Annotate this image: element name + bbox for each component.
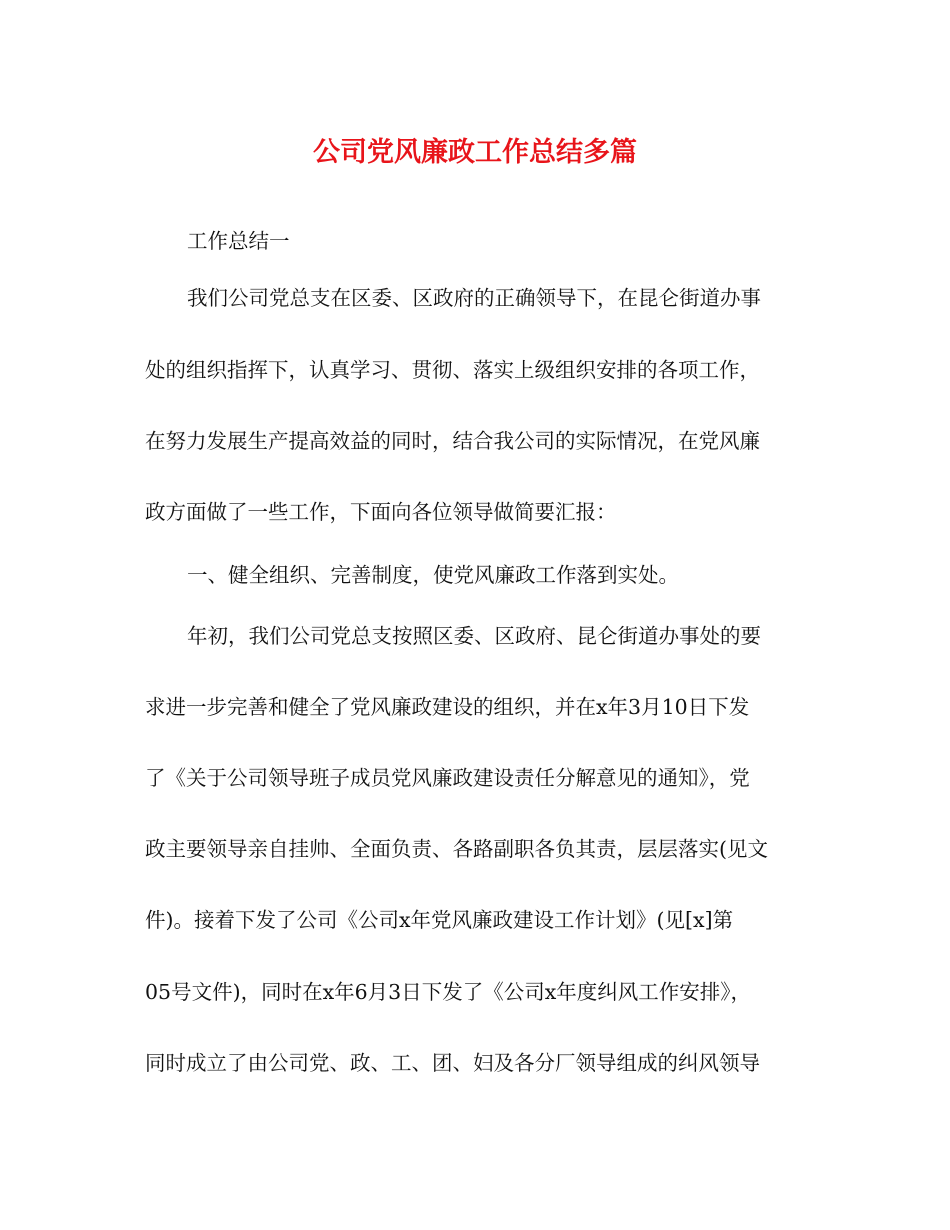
paragraph-line-2: 我们公司党总支在区委、区政府的正确领导下，在昆仑街道办事	[187, 286, 761, 310]
paragraph-line-5: 政方面做了一些工作，下面向各位领导做简要汇报：	[145, 500, 617, 524]
section-heading-1: 一、健全组织、完善制度，使党风廉政工作落到实处。	[187, 563, 679, 587]
document-title: 公司党风廉政工作总结多篇	[313, 137, 637, 168]
paragraph-line-6: 年初，我们公司党总支按照区委、区政府、昆仑街道办事处的要	[187, 624, 761, 648]
paragraph-line-7: 求进一步完善和健全了党风廉政建设的组织，并在x年3月10日下发	[145, 695, 750, 719]
paragraph-line-10: 件)。接着下发了公司《公司x年党风廉政建设工作计划》(见[x]第	[145, 908, 734, 932]
paragraph-line-1: 工作总结一	[187, 229, 290, 253]
paragraph-line-11: 05号文件)，同时在x年6月3日下发了《公司x年度纠风工作安排》，	[145, 980, 752, 1004]
paragraph-line-8: 了《关于公司领导班子成员党风廉政建设责任分解意见的通知》，党	[145, 766, 750, 790]
paragraph-line-12: 同时成立了由公司党、政、工、团、妇及各分厂领导组成的纠风领导	[145, 1051, 760, 1075]
paragraph-line-9: 政主要领导亲自挂帅、全面负责、各路副职各负其责，层层落实(见文	[145, 837, 768, 861]
paragraph-line-3: 处的组织指挥下，认真学习、贯彻、落实上级组织安排的各项工作，	[145, 358, 760, 382]
paragraph-line-4: 在努力发展生产提高效益的同时，结合我公司的实际情况，在党风廉	[145, 429, 760, 453]
